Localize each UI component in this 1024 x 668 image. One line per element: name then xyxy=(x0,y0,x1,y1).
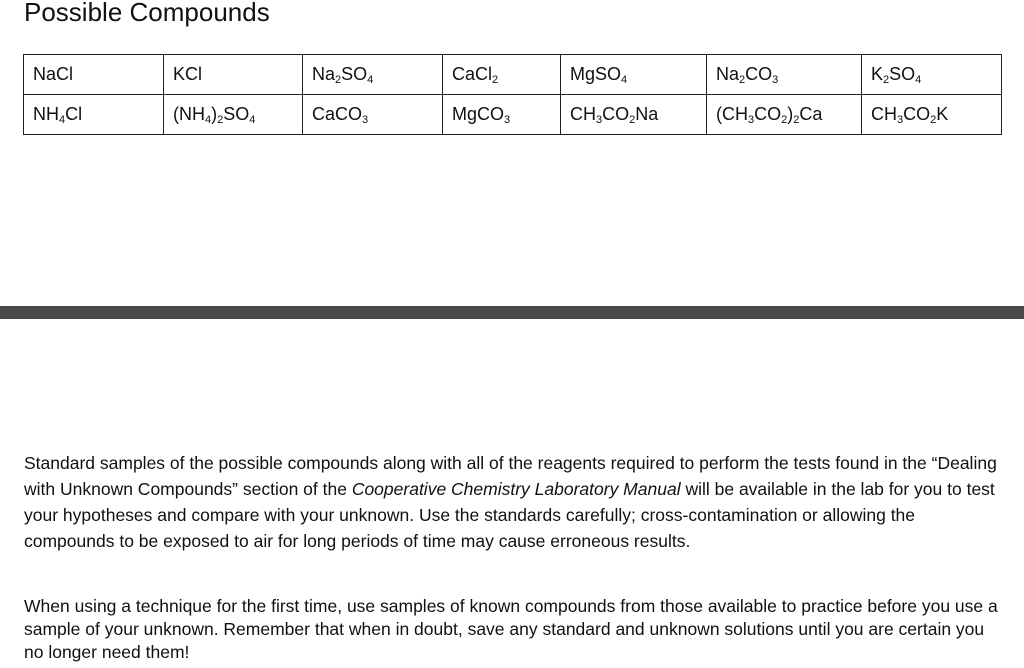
formula-subscript: 2 xyxy=(629,114,636,126)
formula-text: CO xyxy=(903,104,931,124)
formula-text: CaCO xyxy=(312,104,363,124)
formula-subscript: 3 xyxy=(504,114,511,126)
formula-subscript: 2 xyxy=(335,74,342,86)
formula-subscript: 4 xyxy=(205,114,212,126)
formula-subscript: 4 xyxy=(249,114,256,126)
compound-cell xyxy=(24,95,164,135)
formula-subscript: 4 xyxy=(915,74,922,86)
formula-text: (CH xyxy=(716,104,748,124)
formula-text: CO xyxy=(754,104,782,124)
formula-subscript: 2 xyxy=(739,74,746,86)
compound-cell xyxy=(443,95,561,135)
formula-text: ) xyxy=(787,104,794,124)
formula-text: SO xyxy=(889,64,916,84)
formula-text: ) xyxy=(211,104,218,124)
formula-text: MgSO xyxy=(570,64,622,84)
compound-cell xyxy=(862,55,1002,95)
compound-cell xyxy=(707,55,862,95)
manual-title: Cooperative Chemistry Laboratory Manual xyxy=(351,479,681,499)
table-row xyxy=(24,55,1002,95)
formula-text: SO xyxy=(341,64,368,84)
formula-subscript: 4 xyxy=(621,74,628,86)
formula-subscript: 2 xyxy=(930,114,937,126)
compound-cell xyxy=(561,95,707,135)
formula-text: Na xyxy=(312,64,336,84)
compound-table xyxy=(23,54,1002,135)
formula-subscript: 4 xyxy=(59,114,66,126)
compound-cell xyxy=(24,55,164,95)
formula-subscript: 4 xyxy=(367,74,374,86)
formula-text: SO xyxy=(223,104,250,124)
compound-cell xyxy=(443,55,561,95)
formula-text: MgCO xyxy=(452,104,505,124)
formula-text: K xyxy=(936,104,949,124)
formula-text: CH xyxy=(570,104,596,124)
formula-subscript: 2 xyxy=(217,114,224,126)
paragraph-standards-text-1: Standard samples of the possible compounds along with all of the reagents required to perform the tests found in the “Dealing with Unknown Compounds” section of the xyxy=(24,453,997,499)
formula-subscript: 2 xyxy=(781,114,788,126)
formula-subscript: 3 xyxy=(748,114,755,126)
paragraph-standards xyxy=(24,450,1004,554)
compound-cell xyxy=(707,95,862,135)
formula-text: Cl xyxy=(65,104,83,124)
table-row xyxy=(24,95,1002,135)
formula-subscript: 3 xyxy=(596,114,603,126)
compound-cell xyxy=(303,55,443,95)
formula-text: Na xyxy=(635,104,659,124)
compound-cell xyxy=(862,95,1002,135)
formula-subscript: 2 xyxy=(492,74,499,86)
formula-text: Ca xyxy=(799,104,823,124)
formula-text: K xyxy=(871,64,884,84)
formula-text: Na xyxy=(716,64,740,84)
formula-subscript: 2 xyxy=(883,74,890,86)
formula-subscript: 3 xyxy=(772,74,779,86)
section-divider xyxy=(0,306,1024,319)
formula-text: CH xyxy=(871,104,897,124)
compound-cell xyxy=(164,55,303,95)
compound-cell xyxy=(303,95,443,135)
paragraph-technique: When using a technique for the first time, use samples of known compounds from those available to practice before you use a sample of your unknown. Remember that when in doubt, save any standard and unknown solutions until you are certain you no longer need them! xyxy=(24,596,998,662)
compound-cell xyxy=(561,55,707,95)
formula-subscript: 2 xyxy=(793,114,800,126)
formula-subscript: 3 xyxy=(362,114,369,126)
formula-text: CO xyxy=(602,104,630,124)
formula-subscript: 3 xyxy=(897,114,904,126)
formula-text: KCl xyxy=(173,64,203,84)
formula-text: CaCl xyxy=(452,64,493,84)
formula-text: CO xyxy=(745,64,773,84)
formula-text: (NH xyxy=(173,104,205,124)
compound-cell xyxy=(164,95,303,135)
formula-text: NH xyxy=(33,104,59,124)
paragraph-standards-text-2: will be available in the lab for you to test your hypotheses and compare with your unknown. Use the standards carefully; cross-contamination or allowing the compounds to be exposed to air for long periods of time may cause erroneous results. xyxy=(24,479,995,551)
page-title: Possible Compounds xyxy=(24,0,270,27)
formula-text: NaCl xyxy=(33,64,74,84)
